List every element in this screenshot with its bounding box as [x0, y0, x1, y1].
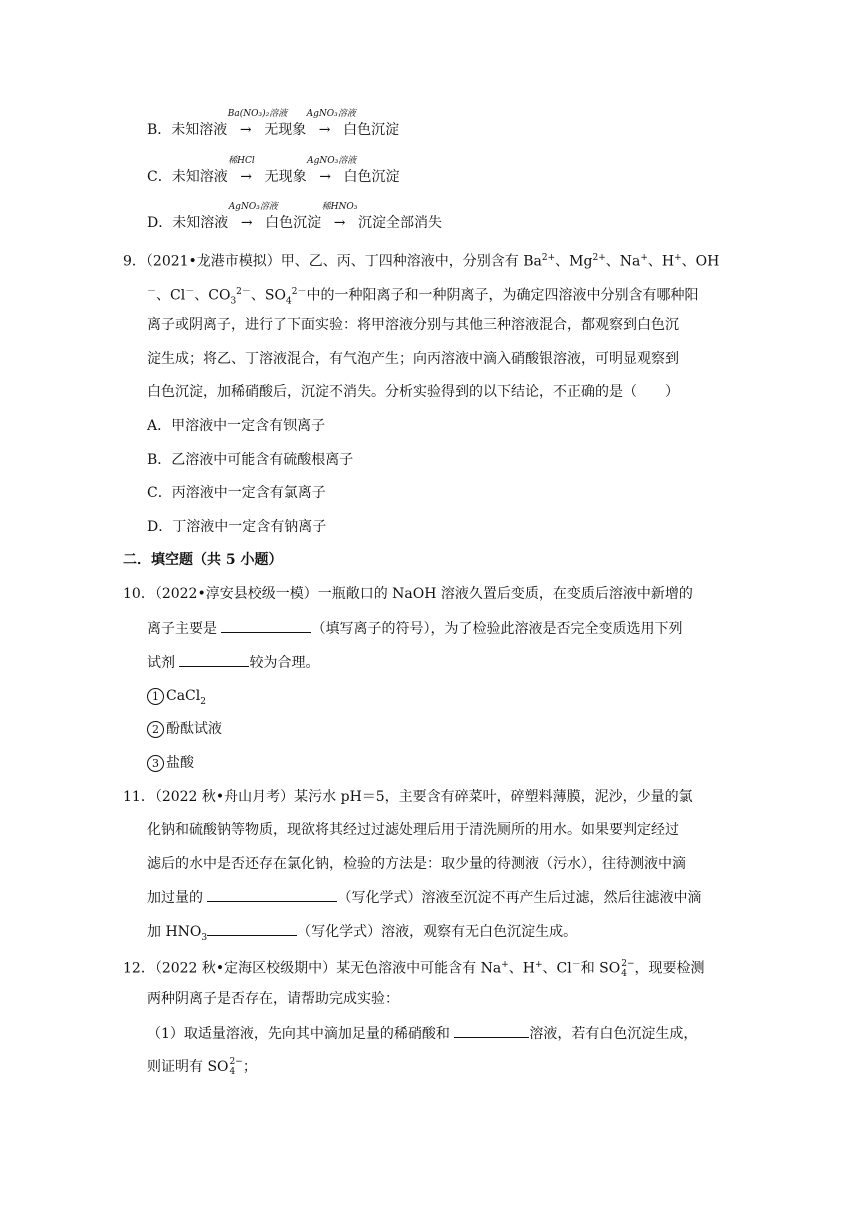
ion-text: 、CO	[194, 287, 231, 304]
q11-line-1: 11．（2022 秋•舟山月考）某污水 pH＝5，主要含有碎菜叶，碎塑料薄膜，泥沙，少量的氯	[123, 789, 693, 805]
q11-line-5: 加 $HNO_3$ （写化学式）溶液，观察有无白色沉淀生成。	[147, 921, 577, 948]
ion-text: 、Na	[605, 253, 641, 270]
q10-option-3	[147, 753, 194, 773]
q11-line-2: 化钠和硫酸钠等物质，现欲将其经过过滤处理后用于清洗厕所的用水。如果要判定经过	[147, 822, 679, 838]
intermediate-result: 无现象	[264, 169, 307, 185]
section-heading: 二．填空题（共 5 小题）	[123, 552, 283, 568]
q9-line-2: －、Cl－、$CO_3^{2-}$、$SO_4^{2-}$中的一种阳离子和一种阴离子，为确定四溶液中分别含有哪种阳	[147, 287, 699, 307]
option-text: CaCl	[166, 688, 201, 704]
reagent-label: Ba(NO₃)₂溶液	[227, 109, 288, 119]
reaction-arrow: AgNO₃溶液 →	[311, 167, 339, 187]
q12-line-2: 两种阴离子是否存在，请帮助完成实验：	[147, 991, 399, 1007]
q10-text: 较为合理。	[249, 655, 320, 671]
option-b-prefix: B．未知溶液	[147, 122, 228, 138]
q11-text: 加过量的	[147, 890, 208, 906]
answer-blank[interactable]	[207, 921, 297, 936]
q9-line-3: 离子或阴离子，进行了下面实验：将甲溶液分别与其他三种溶液混合，都观察到白色沉	[147, 317, 679, 333]
q12-line-3	[147, 1023, 697, 1044]
reaction-arrow: AgNO₃溶液 →	[311, 120, 339, 140]
q11-text: 加 HNO	[147, 924, 202, 940]
reaction-arrow: 稀HCl →	[232, 167, 260, 187]
reagent-label: AgNO₃溶液	[307, 156, 357, 166]
q11-text: （写化学式）溶液，观察有无白色沉淀生成。	[297, 924, 578, 940]
q11-line-4	[147, 887, 701, 908]
q12-text: 12．（2022 秋•定海区校级期中）某无色溶液中可能含有 Na	[123, 960, 502, 977]
q9-stem-text: 中的一种阳离子和一种阴离子，为确定四溶液中分别含有哪种阳	[306, 287, 699, 304]
option-d-prefix: D．未知溶液	[147, 215, 229, 231]
ion-text: 、OH	[681, 253, 720, 270]
q8-option-b	[147, 109, 400, 140]
q11-line-3: 滤后的水中是否还存在氯化钠，检验的方法是：取少量的待测液（污水），往待测液中滴	[147, 856, 686, 872]
ion-text: 、Mg	[555, 253, 593, 270]
reagent-label: 稀HCl	[228, 156, 255, 166]
q8-option-d	[147, 202, 443, 233]
reagent-label: 稀HNO₃	[321, 202, 358, 212]
q12-text: 、Cl	[542, 960, 572, 977]
q12-line-4	[147, 1057, 257, 1077]
answer-blank[interactable]	[207, 887, 337, 902]
q9-line-1: 9．（2021•龙港市模拟）甲、乙、丙、丁四种溶液中，分别含有 $Ba^{2+}$、$Mg^{2+}$、Na+、H+、OH	[123, 253, 720, 270]
answer-blank[interactable]	[454, 1023, 529, 1038]
q10-text: 离子主要是	[147, 621, 222, 637]
q9-line-4: 淀生成；将乙、丁溶液混合，有气泡产生；向丙溶液中滴入硝酸银溶液，可明显观察到	[147, 351, 679, 367]
reaction-arrow: Ba(NO₃)₂溶液 →	[232, 120, 260, 140]
intermediate-result: 无现象	[264, 122, 307, 138]
reaction-arrow: AgNO₃溶液 →	[233, 213, 261, 233]
q12-text: ；	[242, 1059, 257, 1075]
q10-text: 试剂	[147, 655, 180, 671]
q10-option-2	[147, 719, 222, 739]
option-c-prefix: C．未知溶液	[147, 169, 228, 185]
q10-text: （填写离子的符号），为了检验此溶液是否完全变质选用下列	[311, 621, 683, 637]
q12-text: 和 SO	[580, 960, 621, 977]
ion-text: 、SO	[250, 287, 286, 304]
option-text: 盐酸	[166, 755, 194, 771]
intermediate-result: 白色沉淀	[265, 215, 322, 231]
ion-charge: 2− 4	[621, 958, 635, 979]
q8-option-c	[147, 156, 400, 187]
circled-number: 3	[147, 755, 164, 772]
answer-blank[interactable]	[179, 652, 249, 667]
q12-line-1: 12．（2022 秋•定海区校级期中）某无色溶液中可能含有 Na+、H+、Cl－和 SO 2− 4 ，现要检测	[123, 958, 705, 979]
q9-option-d: D．丁溶液中一定含有钠离子	[147, 519, 327, 535]
q9-line-5: 白色沉淀，加稀硝酸后，沉淀不消失。分析实验得到的以下结论，不正确的是（ ）	[147, 384, 679, 400]
option-text: 酚酞试液	[166, 721, 222, 737]
circled-number: 1	[147, 688, 164, 705]
q10-line-1: 10．（2022•淳安县校级一模）一瓶敞口的 NaOH 溶液久置后变质，在变质后溶液中新增的	[123, 586, 693, 602]
final-result: 白色沉淀	[343, 169, 400, 185]
q9-option-a: A．甲溶液中一定含有钡离子	[147, 418, 326, 434]
ion-text: 、H	[647, 253, 675, 270]
reagent-label: AgNO₃溶液	[306, 109, 356, 119]
q10-line-2	[147, 618, 682, 639]
q12-text: （1）取适量溶液，先向其中滴加足量的稀硝酸和	[147, 1026, 455, 1042]
q9-option-b: B．乙溶液中可能含有硫酸根离子	[147, 452, 354, 468]
circled-number: 2	[147, 721, 164, 738]
q12-text: 溶液，若有白色沉淀生成，	[529, 1026, 698, 1042]
q9-stem: 9．（2021•龙港市模拟）甲、乙、丙、丁四种溶液中，分别含有 Ba	[123, 253, 542, 270]
answer-blank[interactable]	[221, 618, 311, 633]
q10-option-1: 1 CaCl$_2$	[147, 686, 206, 712]
ion-charge: 2− 4	[229, 1057, 243, 1077]
q11-text: （写化学式）溶液至沉淀不再产生后过滤，然后往滤液中滴	[337, 890, 702, 906]
final-result: 白色沉淀	[343, 122, 400, 138]
reagent-label: AgNO₃溶液	[228, 202, 278, 212]
ion-text: 、Cl	[156, 287, 186, 304]
q12-text: 、H	[508, 960, 535, 977]
q12-text: 则证明有 SO	[147, 1059, 229, 1075]
q9-option-c: C．丙溶液中一定含有氯离子	[147, 485, 326, 501]
q12-text: ，现要检测	[634, 960, 705, 977]
reaction-arrow: 稀HNO₃ →	[326, 213, 354, 233]
final-result: 沉淀全部消失	[358, 215, 443, 231]
q10-line-3	[147, 652, 319, 673]
